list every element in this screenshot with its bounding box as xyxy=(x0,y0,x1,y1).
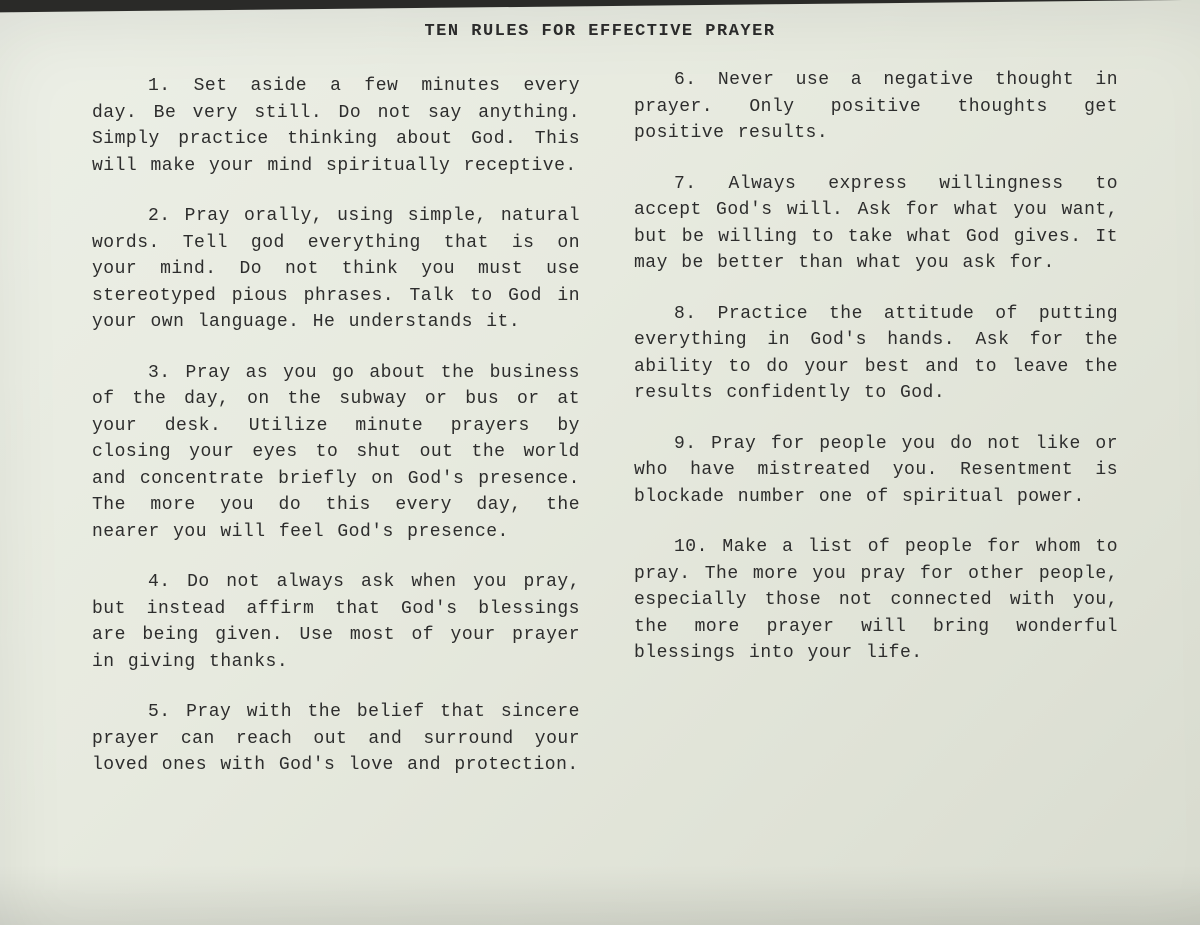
rule-2: 2. Pray orally, using simple, natural words. Tell god everything that is on your mind. Do not think you must use stereotyped pious phrases. Talk to God in your own language. He understands it. xyxy=(92,206,580,332)
rule-5: 5. Pray with the belief that sincere prayer can reach out and surround your loved ones with God's love and protection. xyxy=(92,702,580,775)
rule-6: 6. Never use a negative thought in prayer. Only positive thoughts get positive results. xyxy=(634,70,1118,143)
rule-3: 3. Pray as you go about the business of the day, on the subway or bus or at your desk. Utilize minute prayers by closing your eyes to shut out the world and concentrate briefly on God's presence. The more you do this every day, the nearer you will feel God's presence. xyxy=(92,362,580,542)
rule-10: 10. Make a list of people for whom to pray. The more you pray for other people, especially those not connected with you, the more prayer will bring wonderful blessings into your life. xyxy=(634,537,1118,663)
document-title: TEN RULES FOR EFFECTIVE PRAYER xyxy=(424,22,776,41)
rule-4: 4. Do not always ask when you pray, but instead affirm that God's blessings are being given. Use most of your prayer in giving thanks. xyxy=(92,572,580,672)
rule-8: 8. Practice the attitude of putting everything in God's hands. Ask for the ability to do your best and to leave the results confidently to God. xyxy=(634,303,1118,403)
rule-7: 7. Always express willingness to accept God's will. Ask for what you want, but be willing to take what God gives. It may be better than what you ask for. xyxy=(634,173,1118,273)
rule-1: 1. Set aside a few minutes every day. Be very still. Do not say anything. Simply practice thinking about God. This will make your mind spiritually receptive. xyxy=(92,76,580,176)
right-column xyxy=(634,67,1118,691)
left-column xyxy=(92,73,580,803)
rule-9: 9. Pray for people you do not like or who have mistreated you. Resentment is blockade number one of spiritual power. xyxy=(634,433,1118,507)
